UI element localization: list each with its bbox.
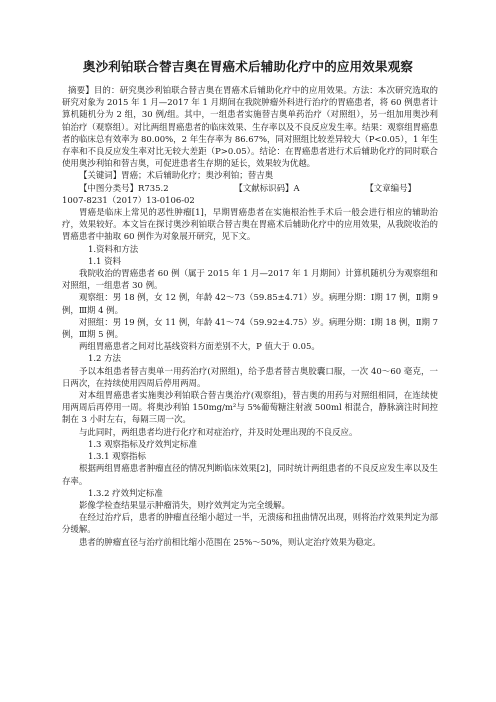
data-paragraph: 我院收治的胃癌患者 60 例（属于 2015 年 1 月—2017 年 1 月期间）计算机随机分为观察组和对照组，一组患者 30 例。 bbox=[62, 268, 438, 291]
keywords-line: 【关键词】胃癌；术后辅助化疗；奥沙利铂；替吉奥 bbox=[79, 170, 274, 181]
article-number-label: 【文章编号】 bbox=[365, 182, 416, 193]
observation-index-paragraph: 根据两组胃癌患者肿瘤直径的情况判断临床效果[2]，同时统计两组患者的不良反应发生率以及生存率。 bbox=[62, 463, 438, 486]
article-number: 1007-8231（2017）13-0106-02 bbox=[62, 194, 195, 205]
abstract-paragraph: 摘要】目的：研究奥沙利铂联合替吉奥在胃癌术后辅助化疗中的应用效果。方法：本次研究选取的研究对象为 2015 年 1 月—2017 年 1 月期间在我院肿瘤外科进行治疗的胃癌患者，将 60 例患者计算机随机分为 2 组，30 例/组。其中，一组患者实施替吉奥单药治疗（对照组），另一组加用奥沙利铂治疗（观察组）。对比两组胃癌患者的临床效果、生存率以及不良反应发生率。结果：观察组胃癌患者的临床总有效率为 80.00%，2 年生存率为 86.67%，同对照组比较差异较大（P<0.05），1 年生存率和不良反应发生率对比无较大差距（P>0.05）。结论：在胃癌患者进行术后辅助化疗的同时联合使用奥沙利铂和替吉奥，可促进患者生存期的延长，效果较为优越。 bbox=[62, 85, 438, 169]
section-heading-1-3-2: 1.3.2 疗效判定标准 bbox=[88, 487, 163, 498]
classification-row bbox=[62, 182, 438, 194]
section-heading-1: 1.资料和方法 bbox=[88, 243, 139, 254]
method-paragraph-2: 对本组胃癌患者实施奥沙利铂联合替吉奥治疗(观察组)，替吉奥的用药与对照组相同，在连续使用两周后再停用一周。将奥沙利铂 150mg/m²与 5%葡萄糖注射液 500ml 相混合，静脉滴注时间控制在 3 小时左右，每隔三周一次。 bbox=[62, 390, 438, 425]
observation-group-paragraph: 观察组：男 18 例，女 12 例，年龄 42～73（59.85±4.71）岁。病理分期：Ⅰ期 17 例，Ⅱ期 9 例，Ⅲ期 4 例。 bbox=[62, 292, 438, 315]
section-heading-1-1: 1.1 资料 bbox=[88, 255, 121, 266]
control-group-paragraph: 对照组：男 19 例，女 11 例，年龄 41～74（59.92±4.75）岁。病理分期：Ⅰ期 18 例，Ⅱ期 7 例，Ⅲ期 5 例。 bbox=[62, 316, 438, 340]
criteria-paragraph-1: 影像学检查结果显示肿瘤消失，则疗效判定为完全缓解。 bbox=[79, 499, 290, 510]
clc-number: 【中图分类号】R735.2 bbox=[79, 182, 169, 193]
article-title: 奥沙利铂联合替吉奥在胃癌术后辅助化疗中的应用效果观察 bbox=[82, 59, 414, 74]
criteria-paragraph-3: 患者的肿瘤直径与治疗前相比缩小范围在 25%～50%，则认定治疗效果为稳定。 bbox=[79, 536, 381, 547]
method-paragraph-1: 予以本组患者替吉奥单一用药治疗(对照组)，给予患者替吉奥胶囊口服，一次 40～60 毫克，一日两次，在持续使用四周后停用两周。 bbox=[62, 365, 438, 388]
article-body bbox=[62, 84, 438, 548]
section-heading-1-3-1: 1.3.1 观察指标 bbox=[88, 451, 146, 462]
criteria-paragraph-2: 在经过治疗后，患者的肿瘤直径缩小超过一半，无溃疡和扭曲情况出现，则将治疗效果判定为部分缓解。 bbox=[62, 512, 438, 535]
baseline-comparison-paragraph: 两组胃癌患者之间对比基线资料方面差别不大，P 值大于 0.05。 bbox=[79, 341, 320, 352]
section-heading-1-3: 1.3 观察指标及疗效判定标准 bbox=[88, 438, 197, 449]
section-heading-1-2: 1.2 方法 bbox=[88, 353, 121, 364]
document-code: 【文献标识码】A bbox=[234, 182, 300, 193]
method-paragraph-3: 与此同时，两组患者均进行化疗和对症治疗，并及时处理出现的不良反应。 bbox=[79, 426, 358, 437]
intro-paragraph: 胃癌是临床上常见的恶性肿瘤[1]，早期胃癌患者在实施根治性手术后一般会进行相应的辅助治疗，效果较好。本文旨在探讨奥沙利铂联合替吉奥在胃癌术后辅助化疗中的应用效果，从我院收治的胃癌患者中抽取 60 例作为对象展开研究，见下文。 bbox=[62, 207, 438, 242]
